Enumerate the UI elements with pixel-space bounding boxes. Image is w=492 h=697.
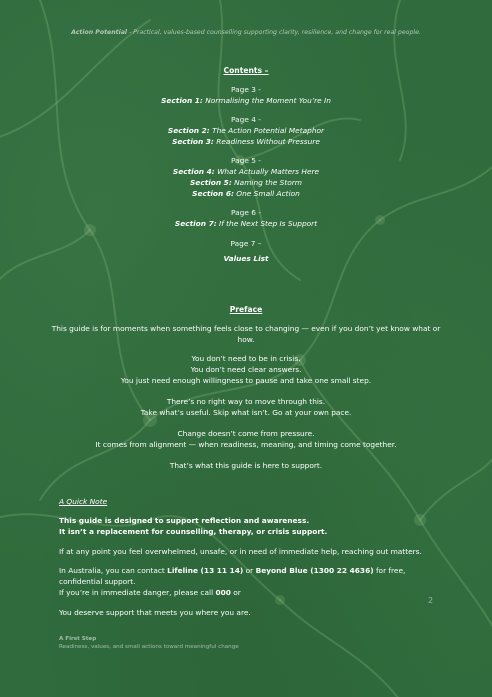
preface-line: Change doesn’t come from pressure.: [177, 429, 315, 438]
toc-section-name: Naming the Storm: [231, 178, 302, 187]
toc-section-number: Section 2:: [167, 126, 210, 135]
footer-title: A First Step: [59, 636, 97, 642]
preface-line: Take what’s useful. Skip what isn’t. Go at your own pace.: [140, 408, 352, 417]
toc-section-number: Section 5:: [189, 178, 232, 187]
toc-section-7[interactable]: [0, 218, 492, 229]
toc-page-label: Page 4 -: [231, 115, 261, 124]
toc-section-number: Section 7:: [174, 219, 217, 228]
toc-section-4[interactable]: [0, 166, 492, 177]
emergency-number: 000: [215, 588, 231, 597]
preface-line: It comes from alignment — when readiness, meaning, and timing come together.: [95, 440, 397, 449]
contacts-text: for free, confidential support.: [59, 566, 406, 586]
toc-values-list[interactable]: Values List: [223, 254, 269, 263]
toc-section-number: Section 3:: [172, 137, 214, 146]
running-header: [0, 29, 492, 36]
toc-section-1[interactable]: [0, 95, 492, 106]
preface-line: You don’t need clear answers.: [190, 365, 302, 374]
toc-section-name: Readiness Without Pressure: [213, 137, 320, 146]
toc-section-name: One Small Action: [233, 189, 300, 198]
quick-note-line: This guide is designed to support reflection and awareness.: [59, 516, 310, 525]
toc-section-number: Section 6:: [192, 189, 234, 198]
preface-line: You just need enough willingness to pause and take one small step.: [120, 376, 372, 385]
toc-group-4: [0, 207, 492, 229]
toc-page-label: Page 7 –: [230, 239, 262, 248]
preface-paragraph-2: [50, 353, 442, 386]
toc-page-label: Page 3 -: [231, 85, 261, 94]
running-footer: [59, 635, 239, 651]
header-brand: Action Potential: [71, 29, 127, 36]
quick-note-contacts: [59, 565, 439, 587]
toc-page-label: Page 5 -: [231, 156, 261, 165]
preface-paragraph-1: This guide is for moments when something feels close to changing — even if you don’t yet know what or how.: [51, 324, 441, 344]
toc-section-name: The Action Potential Metaphor: [209, 126, 325, 135]
quick-note-title: A Quick Note: [59, 497, 108, 506]
toc-section-name: If the Next Step Is Support: [216, 219, 318, 228]
toc-section-6[interactable]: [0, 188, 492, 199]
contents-title: Contents –: [223, 66, 269, 75]
quick-note-disclaimer: [59, 515, 439, 537]
preface-paragraph-5: That’s what this guide is here to support.: [169, 461, 323, 470]
preface-line: You don’t need to be in crisis.: [191, 354, 301, 363]
toc-section-number: Section 4:: [172, 167, 215, 176]
footer-subtitle: Readiness, values, and small actions toward meaningful change: [59, 644, 239, 650]
toc-section-5[interactable]: [0, 177, 492, 188]
toc-section-3[interactable]: [0, 136, 492, 147]
toc-group-5: [0, 238, 492, 264]
toc-group-1: [0, 84, 492, 106]
toc-section-number: Section 1:: [161, 96, 203, 105]
danger-text: or: [230, 588, 241, 597]
quick-note-danger: [59, 587, 439, 598]
toc-page-label: Page 6 -: [231, 208, 261, 217]
beyond-blue-contact: Beyond Blue (1300 22 4636): [255, 566, 374, 575]
preface-title: Preface: [229, 305, 263, 314]
toc-section-name: What Actually Matters Here: [214, 167, 320, 176]
preface-paragraph-3: [50, 396, 442, 418]
header-tagline: - Practical, values-based counselling supporting clarity, resilience, and change for real people.: [127, 29, 421, 36]
quick-note-line: It isn’t a replacement for counselling, therapy, or crisis support.: [59, 527, 328, 536]
danger-text: If you’re in immediate danger, please call: [59, 588, 216, 597]
contacts-text: or: [243, 566, 256, 575]
toc-group-3: [0, 155, 492, 199]
preface-paragraph-4: [50, 428, 442, 450]
page-number: 2: [428, 596, 434, 605]
toc-section-2[interactable]: [0, 125, 492, 136]
quick-note-closing: You deserve support that meets you where you are.: [59, 608, 251, 617]
toc-section-name: Normalising the Moment You’re In: [202, 96, 331, 105]
contacts-text: In Australia, you can contact: [59, 566, 168, 575]
preface-line: There’s no right way to move through this.: [166, 397, 326, 406]
toc-group-2: [0, 114, 492, 147]
lifeline-contact: Lifeline (13 11 14): [167, 566, 244, 575]
quick-note-help: If at any point you feel overwhelmed, unsafe, or in need of immediate help, reaching out matters.: [59, 547, 422, 556]
